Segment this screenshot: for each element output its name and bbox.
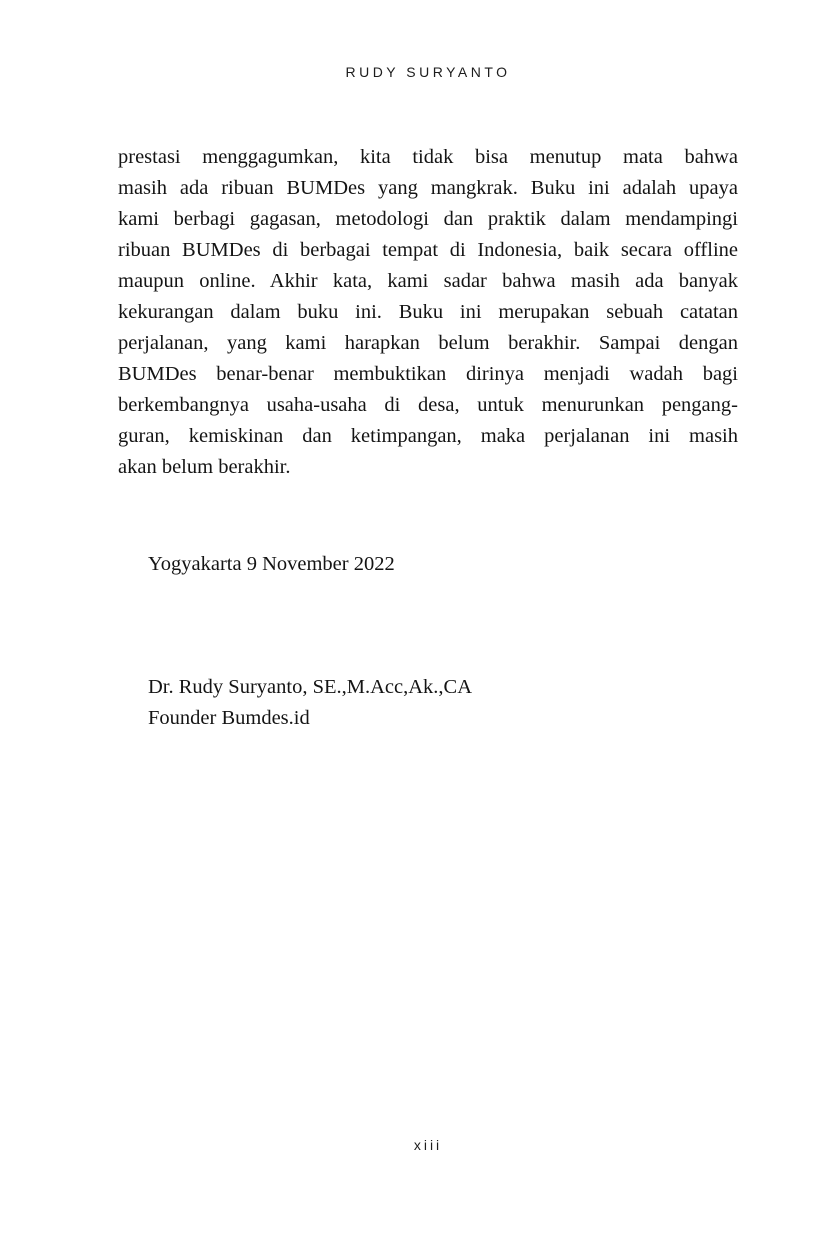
body-paragraph-line: ribuan BUMDes di berbagai tempat di Indonesia, baik secara offline (118, 239, 738, 261)
body-paragraph-line: akan belum berakhir. (118, 456, 291, 478)
signature-block (148, 672, 472, 734)
body-paragraph-line: masih ada ribuan BUMDes yang mangkrak. Buku ini adalah upaya (118, 177, 738, 199)
body-paragraph-line: kami berbagi gagasan, metodologi dan praktik dalam mendampingi (118, 208, 738, 230)
body-paragraph (118, 142, 738, 483)
closing-date-line: Yogyakarta 9 November 2022 (148, 553, 395, 575)
body-paragraph-line: prestasi menggagumkan, kita tidak bisa menutup mata bahwa (118, 146, 738, 168)
body-paragraph-line: BUMDes benar-benar membuktikan dirinya menjadi wadah bagi (118, 363, 738, 385)
page-number: xiii (413, 1137, 443, 1153)
body-paragraph-line: maupun online. Akhir kata, kami sadar bahwa masih ada banyak (118, 270, 738, 292)
signature-name: Dr. Rudy Suryanto, SE.,M.Acc,Ak.,CA (148, 676, 473, 698)
signature-title: Founder Bumdes.id (148, 707, 310, 729)
body-paragraph-line: berkembangnya usaha-usaha di desa, untuk menurunkan pengang- (118, 394, 738, 416)
body-paragraph-line: perjalanan, yang kami harapkan belum berakhir. Sampai dengan (118, 332, 738, 354)
running-header: RUDY SURYANTO (345, 64, 511, 80)
body-paragraph-line: kekurangan dalam buku ini. Buku ini merupakan sebuah catatan (118, 301, 738, 323)
body-paragraph-line: guran, kemiskinan dan ketimpangan, maka perjalanan ini masih (118, 425, 738, 447)
